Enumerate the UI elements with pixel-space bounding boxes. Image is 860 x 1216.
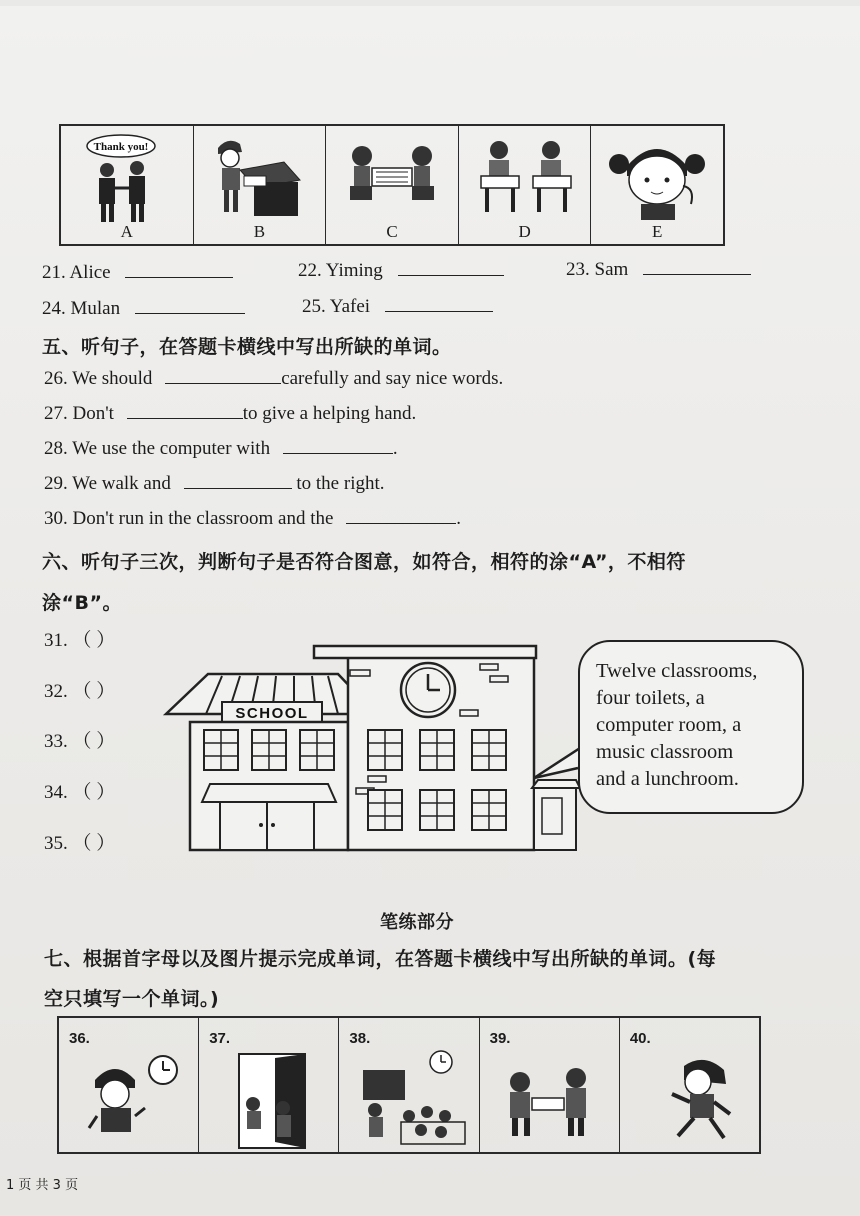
answer-blank[interactable]: [125, 276, 233, 278]
thank-you-bubble: Thank you!: [93, 141, 149, 153]
classroom-illustration: [339, 1018, 479, 1152]
school-building-illustration: [160, 638, 580, 858]
picture-c: [326, 126, 459, 244]
bubble-line: and a lunchroom.: [596, 768, 739, 790]
picture-label: A: [120, 222, 133, 241]
section-5-title: 五、听句子，在答题卡横线中写出所缺的单词。: [42, 336, 452, 358]
question-number: 40.: [629, 1030, 651, 1047]
question-27: [44, 403, 416, 425]
picture-a: [61, 126, 194, 244]
question-text: 28. We use the computer with: [44, 438, 271, 459]
picture-36: [59, 1018, 199, 1152]
question-32[interactable]: 32. （ ）: [44, 681, 116, 702]
picture-37: [199, 1018, 339, 1152]
question-number: 38.: [349, 1030, 371, 1047]
bubble-line: four toilets, a: [596, 687, 705, 709]
answer-blank[interactable]: [385, 310, 493, 312]
question-text: 29. We walk and: [44, 473, 171, 494]
answer-blank[interactable]: [165, 382, 281, 384]
kids-at-door-illustration: [199, 1018, 339, 1152]
question-text: 21. Alice: [42, 262, 111, 283]
question-25: [302, 296, 493, 318]
question-33[interactable]: 33. （ ）: [44, 731, 116, 752]
picture-label: D: [518, 222, 531, 241]
section-7-title-line1: 七、根据首字母以及图片提示完成单词，在答题卡横线中写出所缺的单词。(每: [44, 948, 717, 970]
picture-e: [591, 126, 723, 244]
boy-and-clock-illustration: [59, 1018, 199, 1152]
section-7-title-line2: 空只填写一个单词。): [44, 988, 220, 1010]
question-number: 36.: [69, 1030, 90, 1047]
question-text: to the right.: [296, 473, 385, 494]
speech-bubble-text: [596, 658, 796, 793]
question-31[interactable]: 31. （ ）: [44, 630, 116, 651]
bubble-line: music classroom: [596, 741, 734, 763]
picture-d: [459, 126, 592, 244]
girl-running-illustration: [620, 1018, 760, 1152]
picture-39: [480, 1018, 620, 1152]
school-sign: SCHOOL: [235, 705, 309, 722]
answer-blank[interactable]: [184, 487, 292, 489]
picture-40: [620, 1018, 759, 1152]
picture-label: B: [253, 222, 266, 241]
written-part-heading: 笔练部分: [380, 912, 454, 933]
picture-hint-strip: [57, 1016, 761, 1154]
question-number: 37.: [209, 1030, 231, 1047]
students-at-desks-illustration: [459, 130, 591, 226]
question-26: [44, 368, 503, 390]
question-34[interactable]: 34. （ ）: [44, 782, 116, 803]
section-6-title-line1: 六、听句子三次，判断句子是否符合图意，如符合，相符的涂“A”，不相符: [42, 551, 686, 573]
question-text: 24. Mulan: [42, 298, 121, 319]
question-text: 26. We should: [44, 368, 153, 389]
question-22: [298, 260, 504, 282]
kids-sharing-illustration: [480, 1018, 620, 1152]
question-28: [44, 438, 398, 460]
page-footer: 1 页 共 3 页: [6, 1178, 79, 1193]
question-text: .: [392, 438, 398, 459]
bubble-line: computer room, a: [596, 714, 742, 736]
picture-strip: [59, 124, 725, 246]
question-30: [44, 508, 461, 530]
question-text: carefully and say nice words.: [281, 368, 504, 389]
answer-blank[interactable]: [346, 522, 456, 524]
picture-label: E: [651, 222, 663, 241]
question-text: 25. Yafei: [302, 296, 371, 317]
girl-listening-illustration: [591, 130, 723, 226]
exam-page: [0, 6, 860, 1216]
question-23: [566, 259, 751, 281]
picture-38: [339, 1018, 479, 1152]
answer-blank[interactable]: [643, 273, 751, 275]
kids-playing-illustration: [326, 130, 458, 226]
question-text: to give a helping hand.: [242, 403, 417, 424]
question-24: [42, 298, 245, 320]
question-text: 30. Don't run in the classroom and the: [44, 508, 334, 529]
answer-blank[interactable]: [135, 312, 245, 314]
question-text: .: [456, 508, 461, 529]
answer-blank[interactable]: [398, 274, 504, 276]
question-text: 22. Yiming: [298, 260, 383, 281]
answer-blank[interactable]: [283, 452, 393, 454]
question-35[interactable]: 35. （ ）: [44, 833, 116, 854]
picture-label: C: [386, 222, 398, 241]
question-number: 39.: [489, 1030, 511, 1047]
bubble-line: Twelve classrooms,: [596, 660, 758, 682]
thank-you-illustration: [61, 130, 193, 226]
question-text: 27. Don't: [44, 403, 114, 424]
section-6-title-line2: 涂“B”。: [42, 592, 122, 614]
question-29: [44, 473, 385, 495]
boy-with-box-illustration: [194, 130, 326, 226]
picture-b: [194, 126, 327, 244]
question-21: [42, 262, 233, 284]
question-text: 23. Sam: [566, 259, 629, 280]
answer-blank[interactable]: [127, 417, 243, 419]
